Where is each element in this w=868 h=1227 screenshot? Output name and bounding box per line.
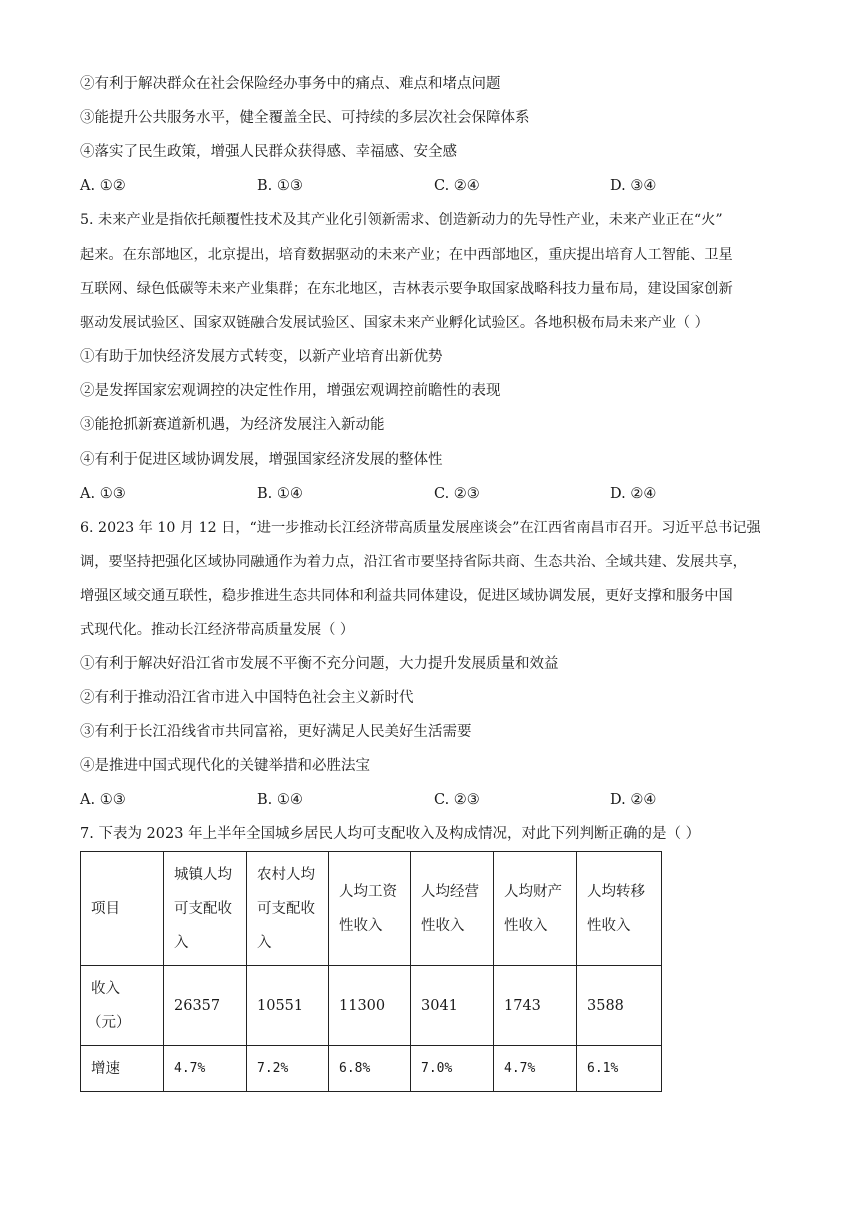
income-table [80, 851, 662, 1092]
q6-statement-4: ④是推进中国式现代化的关键举措和必胜法宝 [80, 758, 370, 774]
income-cell: 11300 [329, 966, 411, 1046]
header-cell-rural: 农村人均 可支配收 入 [247, 852, 329, 966]
growth-cell: 4.7% [494, 1046, 577, 1092]
q6-option-c: C. ②③ [434, 792, 480, 808]
q5-statement-4: ④有利于促进区域协调发展，增强国家经济发展的整体性 [80, 452, 443, 468]
q5-option-c: C. ②③ [434, 486, 480, 502]
q4-statement-2: ②有利于解决群众在社会保险经办事务中的痛点、难点和堵点问题 [80, 76, 501, 92]
q4-statement-4: ④落实了民生政策，增强人民群众获得感、幸福感、安全感 [80, 144, 457, 160]
header-cell-transfer: 人均转移 性收入 [577, 852, 662, 966]
income-cell: 10551 [247, 966, 329, 1046]
q6-option-a: A. ①③ [80, 792, 126, 808]
q5-stem-line-3: 互联网、绿色低碳等未来产业集群；在东北地区，吉林表示要争取国家战略科技力量布局，建设国家创新 [80, 281, 733, 297]
q4-option-b: B. ①③ [257, 178, 303, 194]
q5-stem-line-4: 驱动发展试验区、国家双链融合发展试验区、国家未来产业孵化试验区。各地积极布局未来产业（ ） [80, 315, 709, 331]
q6-option-b: B. ①④ [257, 792, 303, 808]
income-cell: 3041 [411, 966, 494, 1046]
q4-option-d: D. ③④ [610, 178, 657, 194]
header-cell-urban: 城镇人均 可支配收 入 [164, 852, 247, 966]
table-row [81, 1046, 662, 1092]
q6-statement-2: ②有利于推动沿江省市进入中国特色社会主义新时代 [80, 690, 414, 706]
q6-stem-line-2: 调，要坚持把强化区域协同融通作为着力点，沿江省市要坚持省际共商、生态共治、全域共建、发展共享， [80, 554, 747, 570]
q5-statement-3: ③能抢抓新赛道新机遇，为经济发展注入新动能 [80, 417, 385, 433]
q4-statement-3: ③能提升公共服务水平，健全覆盖全民、可持续的多层次社会保障体系 [80, 110, 530, 126]
q6-statement-1: ①有利于解决好沿江省市发展不平衡不充分问题，大力提升发展质量和效益 [80, 656, 559, 672]
growth-cell: 6.1% [577, 1046, 662, 1092]
growth-cell: 7.2% [247, 1046, 329, 1092]
q5-option-b: B. ①④ [257, 486, 303, 502]
growth-label-cell: 增速 [81, 1046, 164, 1092]
header-cell-wage: 人均工资 性收入 [329, 852, 411, 966]
growth-cell: 4.7% [164, 1046, 247, 1092]
q5-statement-1: ①有助于加快经济发展方式转变，以新产业培育出新优势 [80, 349, 443, 365]
header-item-cell: 项目 [81, 852, 164, 966]
q5-stem-line-2: 起来。在东部地区，北京提出，培育数据驱动的未来产业；在中西部地区，重庆提出培育人工智能、卫星 [80, 247, 733, 263]
growth-cell: 6.8% [329, 1046, 411, 1092]
header-cell-property: 人均财产 性收入 [494, 852, 577, 966]
q7-stem: 7. 下表为 2023 年上半年全国城乡居民人均可支配收入及构成情况，对此下列判断正确的是（ ） [80, 826, 701, 842]
header-cell-business: 人均经营 性收入 [411, 852, 494, 966]
income-label-cell: 收入 （元） [81, 966, 164, 1046]
q6-stem-line-1: 6. 2023 年 10 月 12 日，“进一步推动长江经济带高质量发展座谈会”在江西省南昌市召开。习近平总书记强 [80, 520, 761, 536]
q6-statement-3: ③有利于长江沿线省市共同富裕，更好满足人民美好生活需要 [80, 724, 472, 740]
q5-statement-2: ②是发挥国家宏观调控的决定性作用，增强宏观调控前瞻性的表现 [80, 383, 501, 399]
q6-stem-line-4: 式现代化。推动长江经济带高质量发展（ ） [80, 622, 355, 638]
q4-option-a: A. ①② [80, 178, 126, 194]
income-cell: 1743 [494, 966, 577, 1046]
q6-stem-line-3: 增强区域交通互联性，稳步推进生态共同体和利益共同体建设，促进区域协调发展，更好支撑和服务中国 [80, 588, 733, 604]
table-header-row [81, 852, 662, 966]
table-row [81, 966, 662, 1046]
q4-option-c: C. ②④ [434, 178, 480, 194]
q5-stem-line-1: 5. 未来产业是指依托颠覆性技术及其产业化引领新需求、创造新动力的先导性产业，未来产业正在“火” [80, 212, 723, 228]
income-cell: 26357 [164, 966, 247, 1046]
q5-option-a: A. ①③ [80, 486, 126, 502]
q6-option-d: D. ②④ [610, 792, 657, 808]
q5-option-d: D. ②④ [610, 486, 657, 502]
growth-cell: 7.0% [411, 1046, 494, 1092]
income-cell: 3588 [577, 966, 662, 1046]
